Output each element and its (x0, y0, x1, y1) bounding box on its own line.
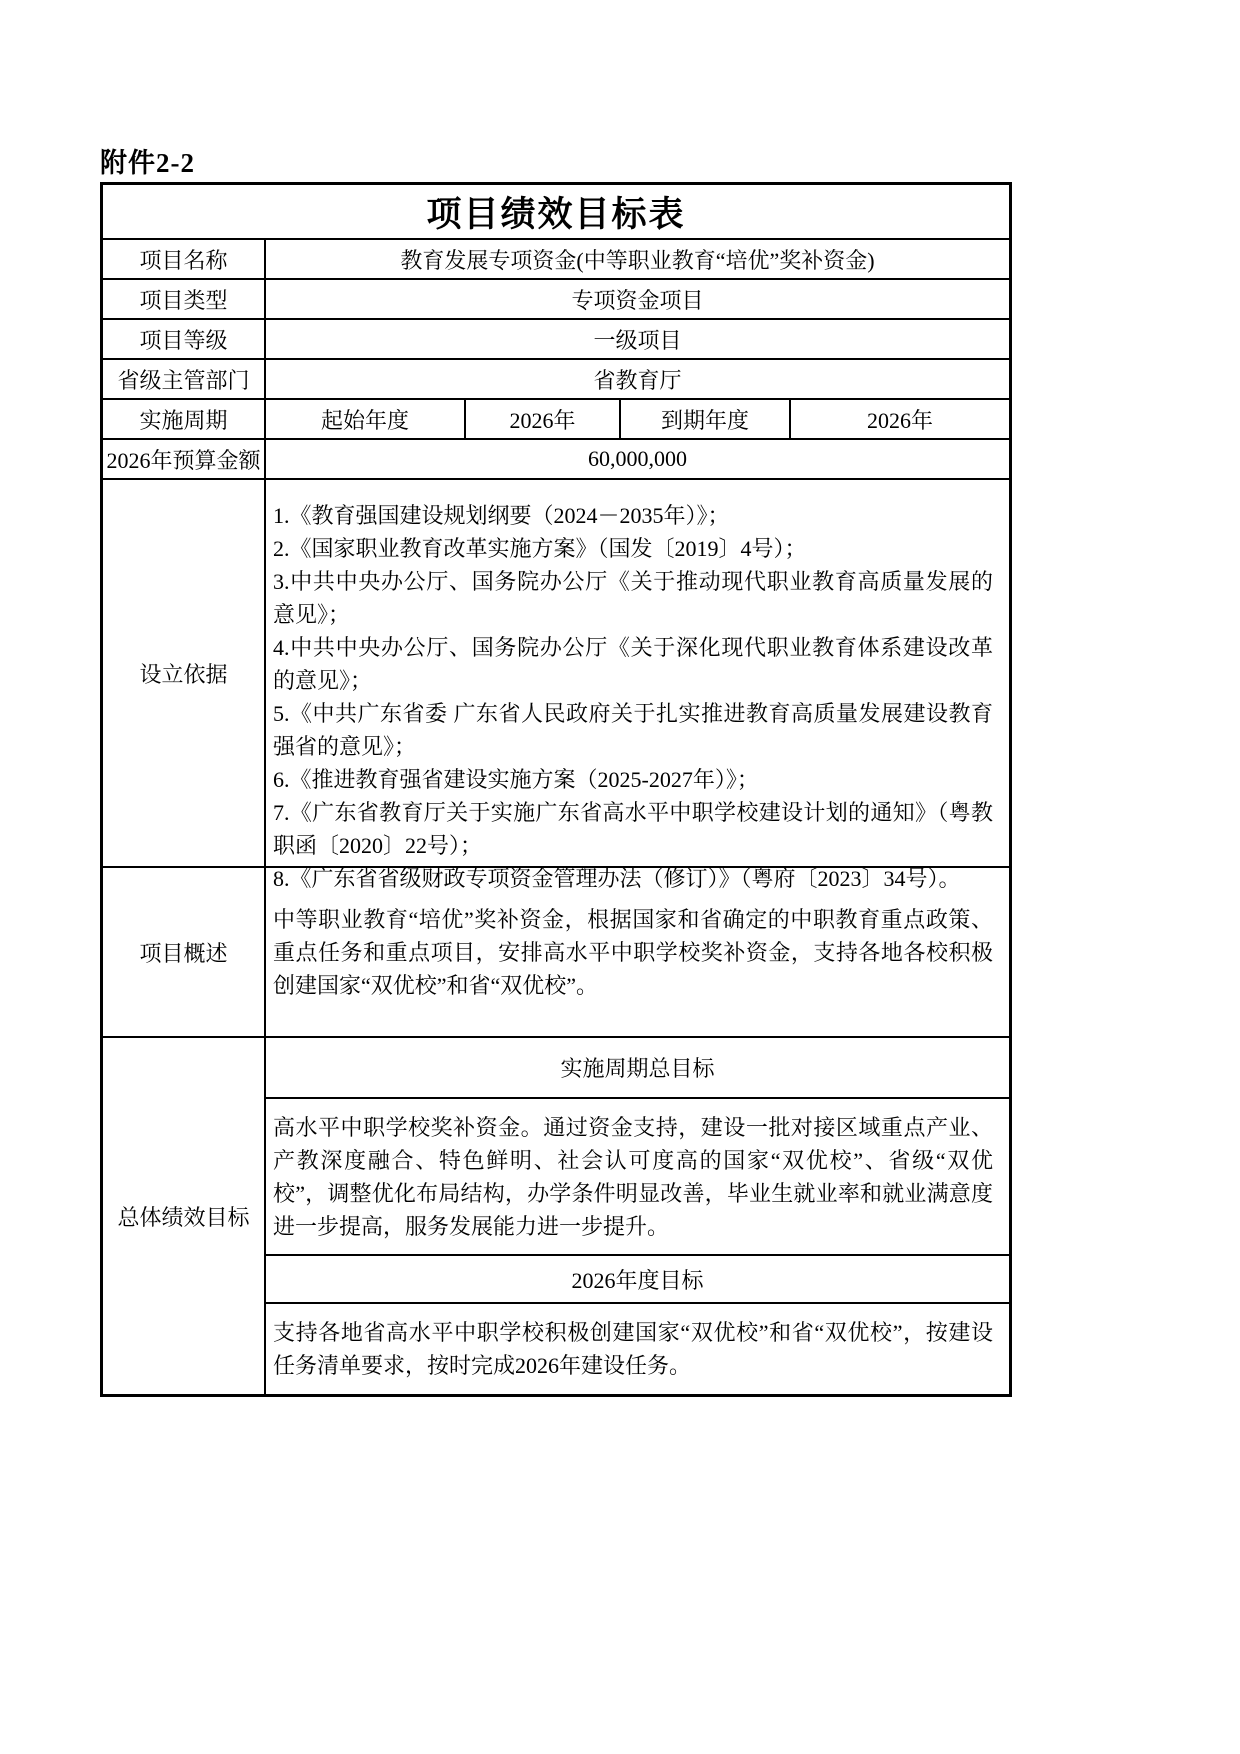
basis-item: 5.《中共广东省委 广东省人民政府关于扎实推进教育高质量发展建设教育强省的意见》； (273, 701, 993, 759)
basis-list (266, 480, 1009, 891)
project-level-label: 项目等级 (103, 320, 266, 358)
basis-item: 3.中共中央办公厅、国务院办公厅《关于推动现代职业教育高质量发展的意见》； (273, 569, 993, 627)
project-name-value: 教育发展专项资金(中等职业教育“培优”奖补资金) (400, 247, 875, 273)
dept-value: 省教育厅 (593, 367, 682, 393)
period-end-value: 2026年 (866, 407, 933, 433)
attachment-label: 附件2-2 (100, 148, 195, 178)
annual-goal-text: 支持各地省高水平中职学校积极创建国家“双优校”和省“双优校”，按建设任务清单要求，按时完成2026年建设任务。 (273, 1320, 993, 1378)
budget-label: 2026年预算金额 (103, 440, 266, 478)
period-goal-title: 实施周期总目标 (266, 1038, 1009, 1099)
performance-target-table (100, 182, 1012, 1397)
period-goal-text: 高水平中职学校奖补资金。通过资金支持，建设一批对接区域重点产业、产教深度融合、特色鲜明、社会认可度高的国家“双优校”、省级“双优校”，调整优化布局结构，办学条件明显改善，毕业生就业率和就业满意度进一步提高，服务发展能力进一步提升。 (273, 1114, 993, 1239)
period-label: 实施周期 (103, 400, 266, 438)
period-start-value: 2026年 (466, 400, 621, 438)
basis-item: 6.《推进教育强省建设实施方案（2025-2027年）》； (273, 767, 759, 792)
basis-item: 1.《教育强国建设规划纲要（2024－2035年）》； (273, 503, 730, 528)
basis-item: 8.《广东省省级财政专项资金管理办法（修订）》（粤府〔2023〕34号）。 (273, 866, 961, 891)
annual-goal-title: 2026年度目标 (266, 1256, 1009, 1304)
period-goal-body (266, 1099, 1009, 1256)
table-title: 项目绩效目标表 (426, 194, 686, 234)
row-period (103, 398, 1009, 438)
project-name-label: 项目名称 (103, 240, 266, 278)
budget-value: 60,000,000 (588, 446, 687, 471)
basis-label: 设立依据 (103, 480, 266, 866)
period-start-label: 起始年度 (266, 400, 466, 438)
row-basis (103, 478, 1009, 891)
row-project-type (103, 278, 1009, 318)
overall-goal-label: 总体绩效目标 (103, 1038, 266, 1394)
table-title-row (103, 185, 1009, 238)
row-project-level (103, 318, 1009, 358)
dept-label: 省级主管部门 (103, 360, 266, 398)
basis-item: 7.《广东省教育厅关于实施广东省高水平中职学校建设计划的通知》（粤教职函〔2020〕22号）； (273, 800, 993, 858)
project-type-label: 项目类型 (103, 280, 266, 318)
row-budget (103, 438, 1009, 478)
project-level-value: 一级项目 (593, 327, 682, 353)
row-dept (103, 358, 1009, 398)
row-goals (103, 1036, 1009, 1394)
basis-item: 4.中共中央办公厅、国务院办公厅《关于深化现代职业教育体系建设改革的意见》； (273, 635, 993, 693)
row-project-name (103, 238, 1009, 278)
basis-item: 2.《国家职业教育改革实施方案》（国发〔2019〕4号）； (273, 536, 807, 561)
annual-goal-body (266, 1304, 1009, 1394)
row-overview (103, 866, 1009, 1036)
period-end-label: 到期年度 (621, 400, 791, 438)
project-type-value: 专项资金项目 (571, 287, 704, 313)
overview-text: 中等职业教育“培优”奖补资金，根据国家和省确定的中职教育重点政策、重点任务和重点项目，安排高水平中职学校奖补资金，支持各地各校积极创建国家“双优校”和省“双优校”。 (273, 906, 993, 998)
overview-label: 项目概述 (103, 868, 266, 1036)
goal-sections (266, 1038, 1009, 1394)
overview-body (266, 868, 1009, 1036)
